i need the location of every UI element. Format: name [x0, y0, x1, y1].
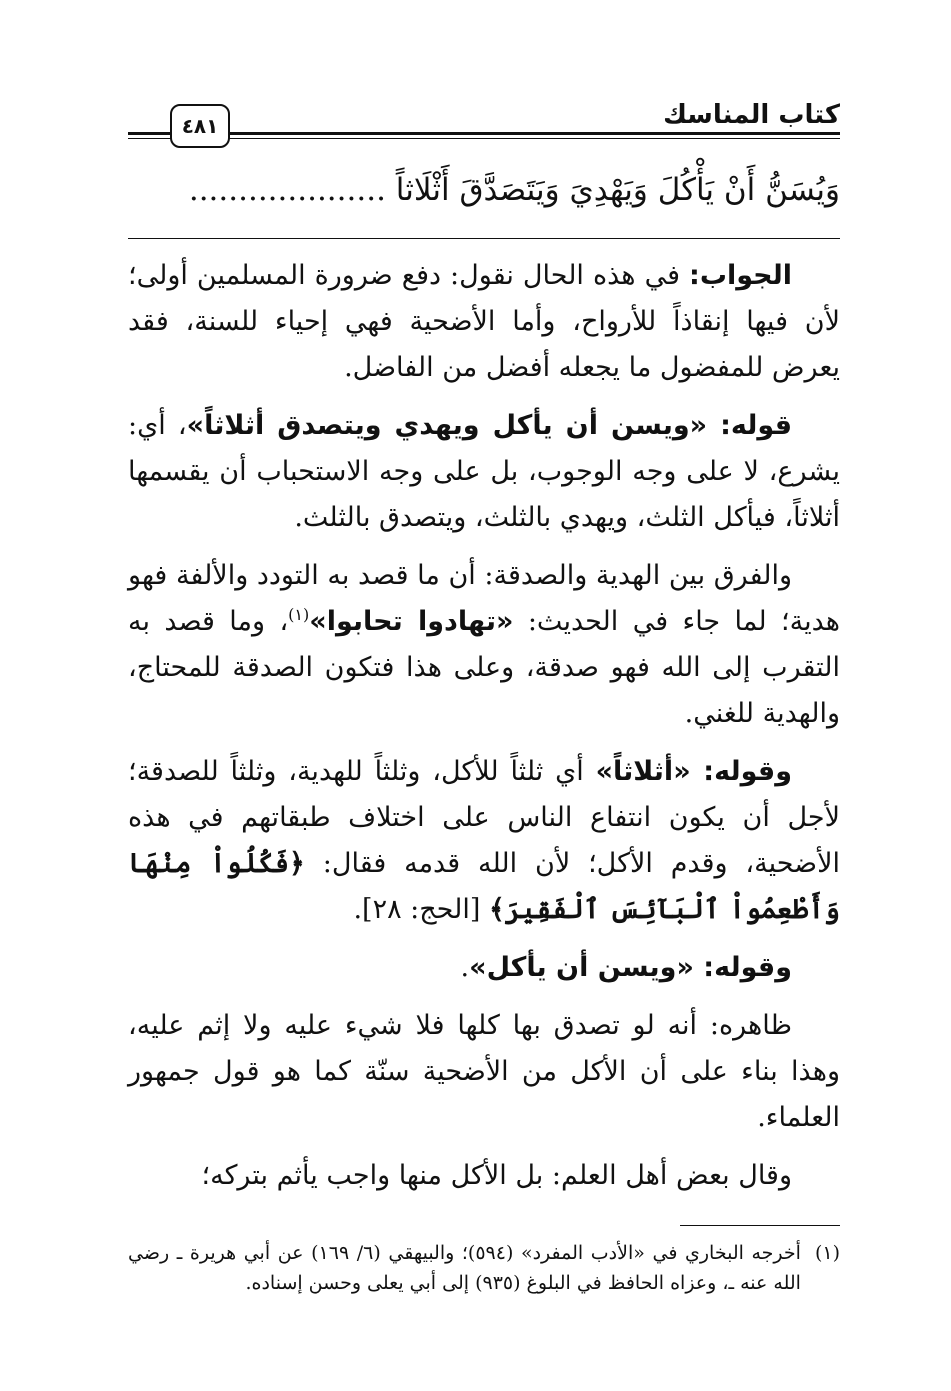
matn-text: وَيُسَنُّ أَنْ يَأْكُلَ وَيَهْدِيَ وَيَتَصَدَّقَ أَثْلَاثاً [395, 172, 840, 208]
quoted-matn: «ويسن أن يأكل ويهدي ويتصدق أثلاثاً» [186, 410, 721, 441]
paragraph-text: ، أي: يشرع، لا على وجه الوجوب، بل على وجه الاستحباب أن يقسمها أثلاثاً، فيأكل الثلث، ويهدي بالثلث، ويتصدق بالثلث. [128, 410, 840, 533]
footnote-number: (١) [814, 1242, 840, 1264]
page-number: ٤٨١ [170, 104, 230, 148]
paragraph-other-view [128, 1153, 840, 1199]
paragraph-lead: وقوله: [703, 952, 792, 983]
matn-divider [128, 238, 840, 239]
header-rule [128, 132, 840, 135]
header-rule-thin [128, 138, 840, 139]
page-header [128, 88, 840, 158]
paragraph-answer [128, 253, 840, 391]
paragraph-text: ، وما قصد به التقرب إلى الله فهو صدقة، وعلى هذا فتكون الصدقة للمحتاج، والهدية للغني. [128, 606, 840, 729]
paragraph-lead: الجواب: [689, 260, 792, 291]
quran-verse: ﴿فَكُلُواْ مِنْهَا وَأَطْعِمُواْ ٱلْبَآئِسَ ٱلْفَقِيرَ﴾ [128, 848, 840, 925]
footnote-divider [680, 1225, 840, 1226]
matn-dots: .................... [188, 172, 386, 208]
footnote-marker[interactable]: (١) [288, 605, 310, 624]
paragraph-lead: قوله: [720, 410, 792, 441]
quoted-matn: «أثلاثاً» [595, 756, 704, 787]
paragraph-text: والفرق بين الهدية والصدقة: أن ما قصد به التودد والألفة فهو هدية؛ لما جاء في الحديث: [128, 560, 840, 637]
matn-line [128, 164, 840, 216]
quoted-matn: «ويسن أن يأكل» [469, 952, 704, 983]
footnote-text: أخرجه البخاري في «الأدب المفرد» (٥٩٤)؛ والبيهقي (٦/ ١٦٩) عن أبي هريرة ـ رضي الله عنه ـ، وعزاه الحافظ في البلوغ (٩٣٥) إلى أبي يعلى وحسن إسناده. [128, 1242, 801, 1294]
paragraph-thirds [128, 749, 840, 933]
book-title: كتاب المناسك [663, 100, 840, 130]
paragraph-text: في هذه الحال نقول: دفع ضرورة المسلمين أولى؛ لأن فيها إنقاذاً للأرواح، وأما الأضحية فهي إحياء للسنة، فقد يعرض للمفضول ما يجعله أفضل من الفاضل. [128, 260, 840, 383]
paragraph-text: أي ثلثاً للأكل، وثلثاً للهدية، وثلثاً للصدقة؛ لأجل أن يكون انتفاع الناس على اختلاف طبقاتهم في هذه الأضحية، وقدم الأكل؛ لأن الله قدمه فقال: [128, 756, 840, 879]
paragraph-qawluhu-2 [128, 945, 840, 991]
paragraph-apparent [128, 1003, 840, 1141]
paragraph-lead: وقوله: [703, 756, 792, 787]
paragraph-qawluhu-1 [128, 403, 840, 541]
footnote [128, 1238, 840, 1298]
paragraph-text: ظاهره: أنه لو تصدق بها كلها فلا شيء عليه ولا إثم عليه، وهذا بناء على أن الأكل من الأضحية سنّة كما هو قول جمهور العلماء. [128, 1010, 840, 1133]
paragraph-gift-charity [128, 553, 840, 737]
paragraph-text: وقال بعض أهل العلم: بل الأكل منها واجب يأثم بتركه؛ [201, 1160, 792, 1191]
paragraph-text: [الحج: ٢٨]. [353, 894, 489, 925]
paragraph-text: . [460, 952, 470, 983]
hadith-quote: «تهادوا تحابوا» [309, 606, 514, 637]
book-page [128, 88, 840, 1358]
